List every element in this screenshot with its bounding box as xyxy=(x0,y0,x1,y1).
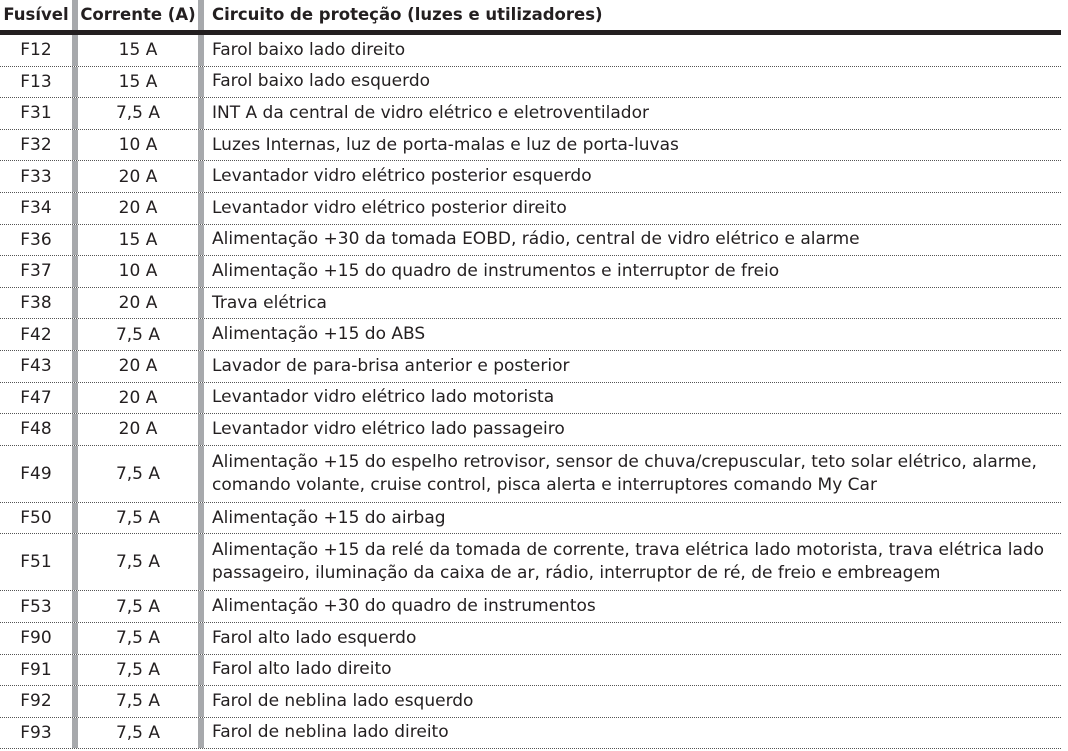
current-cell: 7,5 A xyxy=(115,463,161,484)
fuse-cell: F50 xyxy=(20,508,52,529)
table-row xyxy=(0,130,1061,162)
circuit-cell: Trava elétrica xyxy=(212,292,327,313)
current-cell: 20 A xyxy=(118,198,158,219)
circuit-cell: Farol alto lado esquerdo xyxy=(212,627,417,648)
circuit-cell: Lavador de para-brisa anterior e posterior xyxy=(212,355,570,376)
table-row xyxy=(0,383,1061,415)
table-row xyxy=(0,67,1061,99)
circuit-cell: Alimentação +30 da tomada EOBD, rádio, central de vidro elétrico e alarme xyxy=(212,229,860,250)
table-body xyxy=(0,35,1061,749)
circuit-cell: Farol alto lado direito xyxy=(212,659,392,680)
current-cell: 20 A xyxy=(118,387,158,408)
fuse-cell: F42 xyxy=(20,324,52,345)
circuit-cell: Alimentação +15 do airbag xyxy=(212,507,446,528)
fuse-cell: F51 xyxy=(20,552,52,573)
table-row xyxy=(0,288,1061,320)
table-row xyxy=(0,225,1061,257)
fuse-cell: F92 xyxy=(20,691,52,712)
fuse-cell: F12 xyxy=(20,40,52,61)
circuit-cell: Alimentação +30 do quadro de instrumentos xyxy=(212,596,596,617)
fuse-cell: F37 xyxy=(20,261,52,282)
current-cell: 20 A xyxy=(118,419,158,440)
fuse-cell: F36 xyxy=(20,229,52,250)
table-row xyxy=(0,98,1061,130)
circuit-cell: Farol de neblina lado direito xyxy=(212,722,449,743)
table-row xyxy=(0,35,1061,67)
current-cell: 20 A xyxy=(118,356,158,377)
fuse-cell: F53 xyxy=(20,596,52,617)
fuse-cell: F34 xyxy=(20,198,52,219)
current-cell: 20 A xyxy=(118,293,158,314)
table-row xyxy=(0,256,1061,288)
circuit-cell: INT A da central de vidro elétrico e eletroventilador xyxy=(212,102,649,123)
current-cell: 10 A xyxy=(118,261,158,282)
circuit-cell: Farol baixo lado esquerdo xyxy=(212,71,431,92)
circuit-cell: Farol de neblina lado esquerdo xyxy=(212,690,474,711)
table-row xyxy=(0,591,1061,623)
table-header xyxy=(0,0,1061,35)
current-cell: 7,5 A xyxy=(115,552,161,573)
current-cell: 7,5 A xyxy=(115,691,161,712)
current-cell: 7,5 A xyxy=(115,596,161,617)
circuit-cell: Levantador vidro elétrico lado motorista xyxy=(212,387,555,408)
table-row xyxy=(0,623,1061,655)
fuse-cell: F31 xyxy=(20,103,52,124)
table-row xyxy=(0,193,1061,225)
current-cell: 7,5 A xyxy=(115,722,161,743)
current-cell: 7,5 A xyxy=(115,628,161,649)
circuit-cell: Alimentação +15 do quadro de instrumentos e interruptor de freio xyxy=(212,260,780,281)
fuse-cell: F91 xyxy=(20,659,52,680)
current-cell: 15 A xyxy=(118,40,158,61)
circuit-cell: Alimentação +15 do espelho retrovisor, sensor de chuva/crepuscular, teto solar elétrico, alarme, comando volante, cruise control, pisca alerta e interruptores comando My Car xyxy=(212,451,1037,495)
current-cell: 7,5 A xyxy=(115,508,161,529)
table-row xyxy=(0,718,1061,750)
table-row xyxy=(0,686,1061,718)
header-current: Corrente (A) xyxy=(80,5,196,24)
fuse-cell: F32 xyxy=(20,135,52,156)
current-cell: 10 A xyxy=(118,135,158,156)
circuit-cell: Alimentação +15 da relé da tomada de corrente, trava elétrica lado motorista, trava elétrica lado passageiro, iluminação da caixa de ar, rádio, interruptor de ré, de freio e embreagem xyxy=(212,540,1045,584)
current-cell: 7,5 A xyxy=(115,324,161,345)
fuse-cell: F33 xyxy=(20,166,52,187)
table-row xyxy=(0,446,1061,503)
current-cell: 20 A xyxy=(118,166,158,187)
table-row xyxy=(0,503,1061,535)
table-row xyxy=(0,319,1061,351)
header-fuse: Fusível xyxy=(3,5,69,24)
fuse-cell: F43 xyxy=(20,356,52,377)
current-cell: 15 A xyxy=(118,229,158,250)
fuse-cell: F13 xyxy=(20,71,52,92)
table-row xyxy=(0,655,1061,687)
circuit-cell: Luzes Internas, luz de porta-malas e luz de porta-luvas xyxy=(212,134,679,155)
circuit-cell: Levantador vidro elétrico posterior direito xyxy=(212,197,567,218)
circuit-cell: Alimentação +15 do ABS xyxy=(212,324,426,345)
table-row xyxy=(0,534,1061,591)
table-row xyxy=(0,414,1061,446)
fuse-cell: F47 xyxy=(20,387,52,408)
current-cell: 15 A xyxy=(118,71,158,92)
current-cell: 7,5 A xyxy=(115,659,161,680)
circuit-cell: Levantador vidro elétrico lado passageiro xyxy=(212,418,565,439)
circuit-cell: Farol baixo lado direito xyxy=(212,39,406,60)
fuse-cell: F38 xyxy=(20,293,52,314)
fuse-cell: F90 xyxy=(20,628,52,649)
fuse-cell: F93 xyxy=(20,722,52,743)
fuse-cell: F48 xyxy=(20,419,52,440)
table-row xyxy=(0,161,1061,193)
circuit-cell: Levantador vidro elétrico posterior esquerdo xyxy=(212,166,592,187)
current-cell: 7,5 A xyxy=(115,103,161,124)
header-circuit: Circuito de proteção (luzes e utilizadores) xyxy=(212,5,603,24)
fuse-cell: F49 xyxy=(20,463,52,484)
table-row xyxy=(0,351,1061,383)
